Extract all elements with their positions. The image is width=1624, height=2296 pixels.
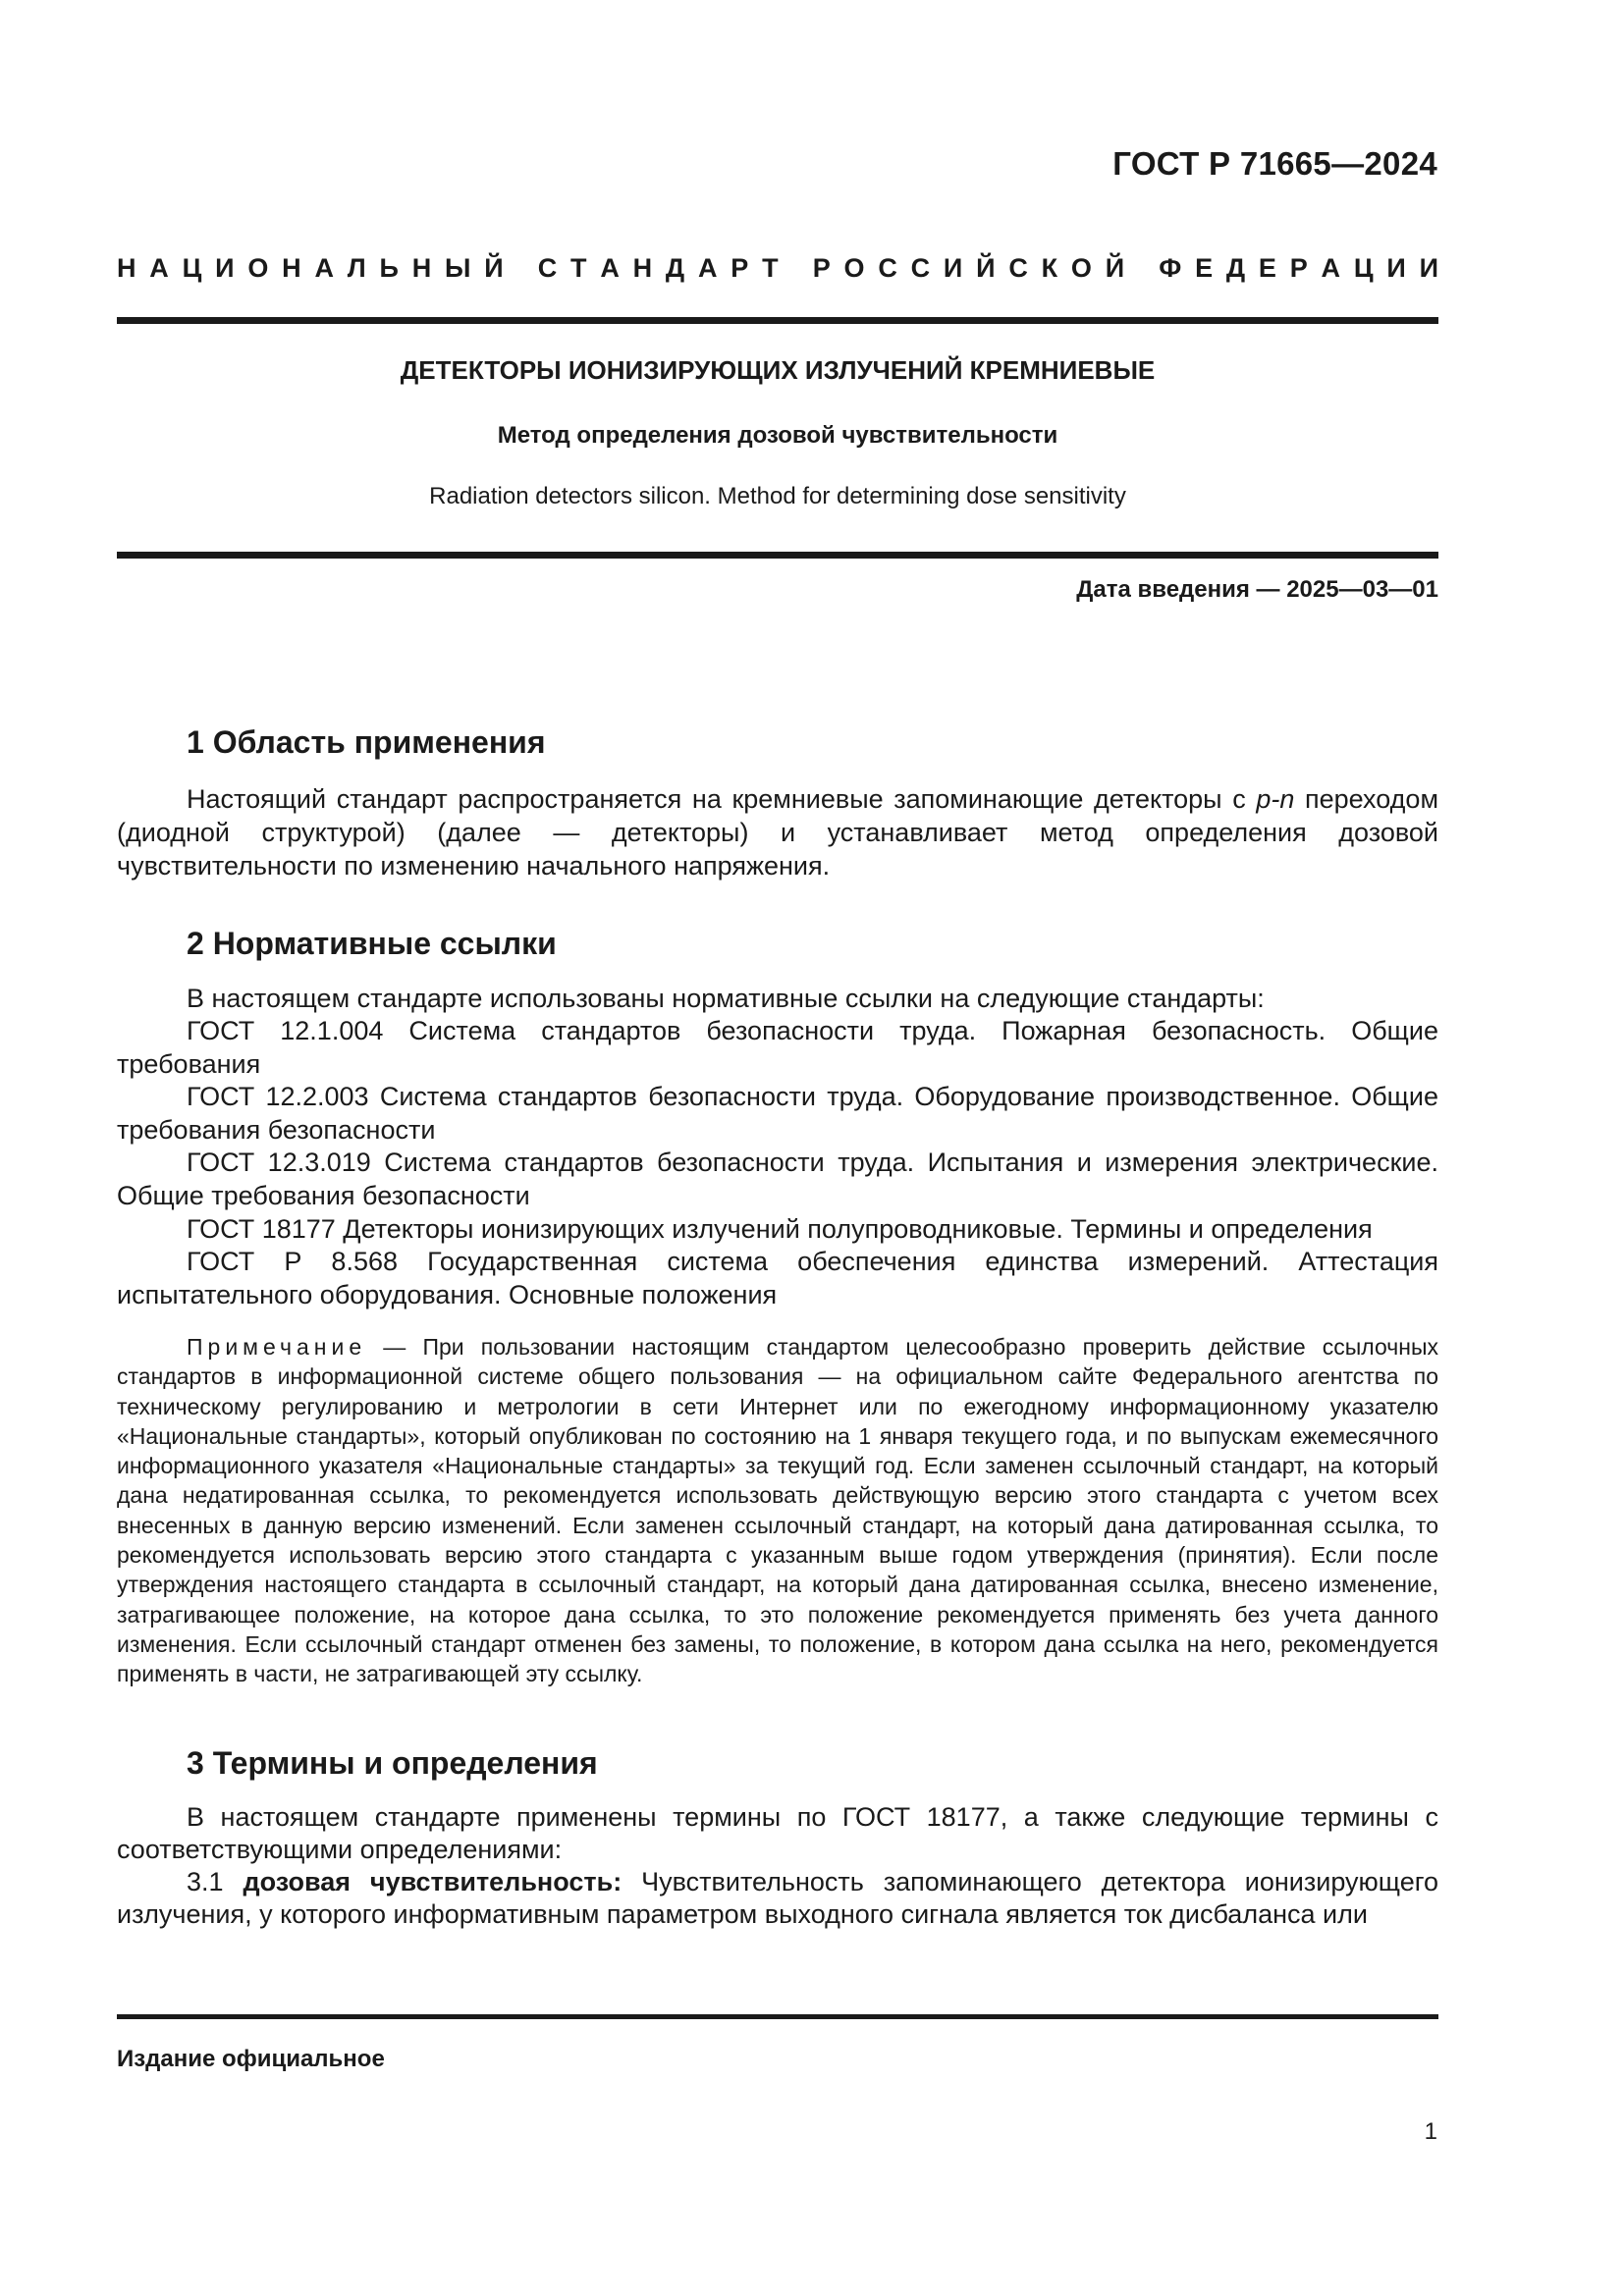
banner-letter: А [314,253,334,283]
page-number: 1 [1424,2118,1437,2145]
banner-letter: Т [762,253,779,283]
pn-junction-term: p-n [1256,784,1295,814]
banner-letter: Н [632,253,653,283]
banner-letter: Ф [1159,253,1182,283]
document-title: ДЕТЕКТОРЫ ИОНИЗИРУЮЩИХ ИЗЛУЧЕНИЙ КРЕМНИЕВЫЕ [400,355,1156,385]
banner-letter: Ь [379,253,399,283]
banner-letter: Й [976,253,996,283]
banner-letter: Й [484,253,504,283]
banner-gap [516,253,524,284]
normative-references-list [117,1015,1438,1311]
section-1-text-before: Настоящий стандарт распространяется на кремниевые запоминающие детекторы с [187,784,1257,814]
footer-rule [117,2014,1438,2019]
banner-letter: Т [570,253,587,283]
reference-item: ГОСТ Р 8.568 Государственная система обеспечения единства измерений. Аттестация испытательного оборудования. Основные положения [117,1247,1438,1309]
banner-letter: К [1041,253,1058,283]
banner-letter: Й [1105,253,1125,283]
reference-item: ГОСТ 18177 Детекторы ионизирующих излучений полупроводниковые. Термины и определения [187,1213,1373,1244]
banner-letter: Ц [182,253,202,283]
note-text: — При пользовании настоящим стандартом целесообразно проверить действие ссылочных стандартов в информационной системе общего пользования — на официальном сайте Федерального агентства по техническому регулированию и метрологии в сети Интернет или по ежегодному информационному указателю «Национальные стандарты», который опубликован по состоянию на 1 января текущего года, и по выпускам ежемесячного информационного указателя «Национальные стандарты» за текущий год. Если заменен ссылочный стандарт, на который дана недатированная ссылка, то рекомендуется использовать действующую версию этого стандарта с учетом всех внесенных в данную версию изменений. Если заменен ссылочный стандарт, на который дана датированная ссылка, то рекомендуется использовать версию этого стандарта с указанным выше годом утверждения (принятия). Если после утверждения настоящего стандарта в ссылочный стандарт, на который дана датированная ссылка, внесено изменение, затрагивающее положение, на которое дана ссылка, то это положение рекомендуется применять без учета данного изменения. Если ссылочный стандарт отменен без замены, то положение, в котором дана ссылка на него, рекомендуется применять в части, не затрагивающей эту ссылку. [117,1334,1438,1687]
term-definition [117,1866,1438,1931]
banner-letter: А [1321,253,1341,283]
banner-letter: Л [347,253,366,283]
english-title: Radiation detectors silicon. Method for determining dose sensitivity [429,483,1126,509]
banner-letter: Ы [444,253,471,283]
header-rule-bottom [117,552,1438,559]
banner-letter: С [910,253,931,283]
banner-letter: Н [411,253,432,283]
banner-letter: И [1419,253,1438,283]
section-2-intro: В настоящем стандарте использованы нормативные ссылки на следующие стандарты: [187,984,1265,1013]
banner-letter: О [247,253,269,283]
banner-letter: А [697,253,718,283]
banner-letter: Н [282,253,301,283]
banner-letter: А [149,253,169,283]
header-rule-top [117,317,1438,324]
note-label: Примечание [187,1334,367,1360]
banner-letter: Ц [1353,253,1374,283]
reference-item: ГОСТ 12.1.004 Система стандартов безопасности труда. Пожарная безопасность. Общие требования [117,1016,1438,1079]
banner-letter: О [843,253,865,283]
term-number: 3.1 [187,1867,244,1896]
section-1-text-after: переходом (диодной структурой) (далее — детекторы) и устанавливает метод определения дозовой чувствительности по изменению начального напряжения. [117,784,1439,881]
banner-letter: Н [117,253,136,283]
banner-letter: Е [1195,253,1214,283]
banner-letter: С [878,253,897,283]
introduction-date: Дата введения — 2025—03—01 [1076,576,1438,603]
banner-letter: И [215,253,235,283]
banner-letter: Р [812,253,831,283]
banner-letter: О [1070,253,1092,283]
document-subtitle: Метод определения дозовой чувствительности [497,422,1058,449]
banner-letter: Д [665,253,685,283]
banner-letter: С [537,253,558,283]
section-3-intro: В настоящем стандарте применены термины по ГОСТ 18177, а также следующие термины с соответствующими определениями: [117,1802,1438,1864]
section-2-heading: 2 Нормативные ссылки [187,926,557,961]
official-edition-label: Издание официальное [117,2046,385,2072]
term-text: Чувствительность запоминающего детектора ионизирующего излучения, у которого информативным параметром выходного сигнала является ток дисбаланса или [117,1867,1438,1929]
banner-gap [1138,253,1146,284]
banner-letter: А [600,253,620,283]
note-paragraph [117,1332,1438,1689]
banner-letter: Р [731,253,749,283]
section-1-paragraph [117,782,1438,882]
banner-gap [791,253,799,284]
banner-letter: Д [1225,253,1246,283]
banner-letter: Е [1258,253,1276,283]
banner-letter: Р [1289,253,1308,283]
reference-item: ГОСТ 12.3.019 Система стандартов безопасности труда. Испытания и измерения электрические. Общие требования безопасности [117,1148,1438,1210]
section-1-heading: 1 Область применения [187,724,546,760]
reference-item: ГОСТ 12.2.003 Система стандартов безопасности труда. Оборудование производственное. Общие требования безопасности [117,1082,1438,1145]
term-name: дозовая чувствительность: [243,1867,623,1896]
section-3-heading: 3 Термины и определения [187,1745,598,1781]
banner-letter: С [1008,253,1028,283]
banner-letter: И [1386,253,1406,283]
document-number: ГОСТ Р 71665—2024 [1112,145,1437,182]
national-standard-banner [117,253,1438,284]
banner-letter: И [943,253,963,283]
